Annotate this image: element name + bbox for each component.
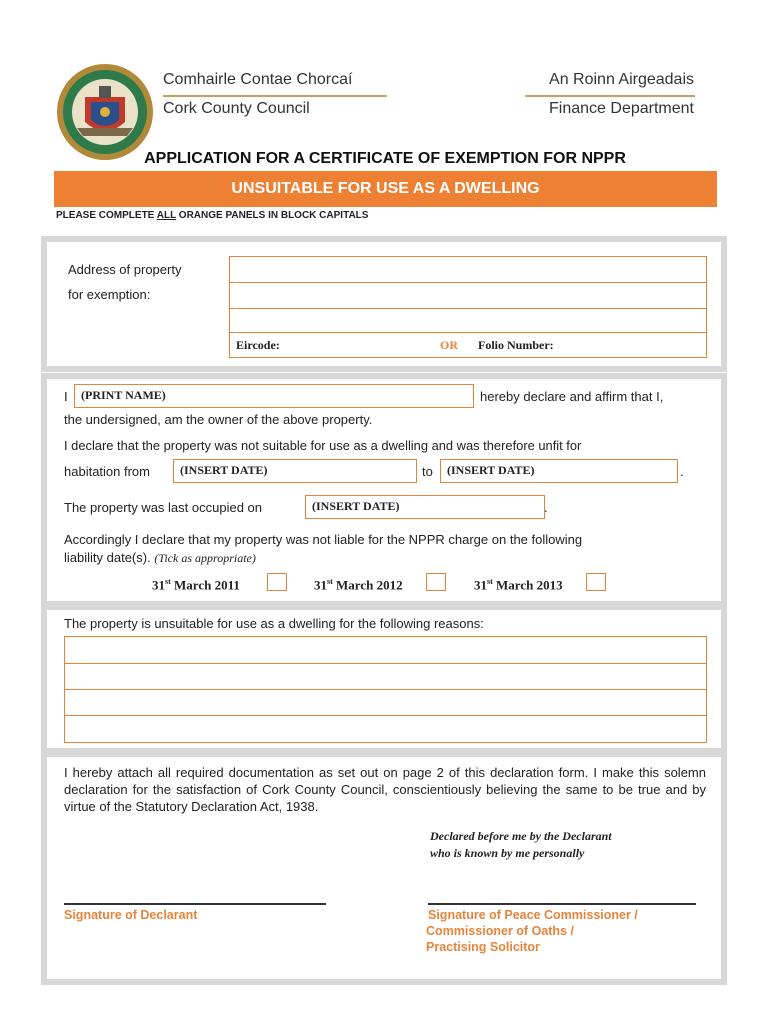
liability-text-2-row (64, 550, 256, 566)
header-right-irish: An Roinn Airgeadais (549, 71, 694, 88)
liability-date-2011 (152, 577, 240, 593)
commissioner-signature-line[interactable] (428, 903, 696, 905)
declarant-signature-line[interactable] (64, 903, 326, 905)
instruction-text (56, 210, 368, 221)
instruction-post: ORANGE PANELS IN BLOCK CAPITALS (176, 210, 369, 221)
liability-2013-checkbox[interactable] (586, 573, 606, 591)
address-line-2-input[interactable] (229, 282, 707, 310)
header-left-irish: Comhairle Contae Chorcaí (163, 71, 353, 88)
address-label-1: Address of property (68, 262, 182, 277)
unfit-text: I declare that the property was not suitable for use as a dwelling and was therefore unfit for (64, 438, 582, 453)
liability-2012-checkbox[interactable] (426, 573, 446, 591)
i-label: I (64, 389, 68, 404)
declare-text: hereby declare and affirm that I, (480, 389, 664, 404)
reason-line-1-input[interactable] (64, 636, 707, 665)
from-date-placeholder: (INSERT DATE) (180, 463, 268, 477)
header-right-rule (525, 95, 695, 97)
council-crest-logo (55, 62, 155, 162)
date-sup: st (165, 577, 171, 586)
to-date-placeholder: (INSERT DATE) (447, 463, 535, 477)
last-occupied-placeholder: (INSERT DATE) (312, 499, 400, 513)
date-rest: March 2012 (332, 577, 403, 593)
tick-note: (Tick as appropriate) (154, 551, 256, 565)
date-rest: March 2011 (170, 577, 240, 593)
address-label-2: for exemption: (68, 287, 151, 302)
attach-text: I hereby attach all required documentation as set out on page 2 of this declaration form. I make this solemn declaration for the satisfaction of Cork County Council, conscientiously believing the same to be true and by virtue of the Statutory Declaration Act, 1938. (64, 765, 706, 814)
commissioner-label-1: Signature of Peace Commissioner / (428, 908, 638, 922)
instruction-pre: PLEASE COMPLETE (56, 210, 157, 221)
date-day: 31 (152, 577, 165, 593)
reason-line-3-input[interactable] (64, 689, 707, 717)
last-occupied-date-input[interactable] (305, 495, 545, 519)
header-left-rule (163, 95, 387, 97)
print-name-input[interactable] (74, 384, 474, 408)
owner-text: the undersigned, am the owner of the above property. (64, 412, 373, 427)
declared-before-1: Declared before me by the Declarant (430, 829, 612, 843)
liability-date-2013 (474, 577, 563, 593)
reason-line-4-input[interactable] (64, 715, 707, 743)
declaration-panel (41, 373, 727, 607)
commissioner-label-3: Practising Solicitor (426, 940, 540, 954)
eircode-label: Eircode: (236, 338, 280, 352)
date-rest: March 2013 (492, 577, 563, 593)
declarant-signature-label: Signature of Declarant (64, 908, 198, 922)
eircode-folio-input[interactable] (229, 332, 707, 358)
print-name-placeholder: (PRINT NAME) (81, 388, 166, 402)
habitation-period: . (680, 464, 684, 479)
reason-line-2-input[interactable] (64, 663, 707, 691)
liability-2011-checkbox[interactable] (267, 573, 287, 591)
form-subtitle-banner (54, 171, 717, 207)
or-label: OR (440, 338, 458, 352)
form-title: APPLICATION FOR A CERTIFICATE OF EXEMPTION FOR NPPR (144, 150, 626, 167)
liability-date-2012 (314, 577, 403, 593)
liability-text-1: Accordingly I declare that my property was not liable for the NPPR charge on the following (64, 532, 583, 547)
liability-text-2: liability date(s). (64, 550, 151, 565)
date-day: 31 (474, 577, 487, 593)
address-line-3-input[interactable] (229, 308, 707, 334)
date-sup: st (487, 577, 493, 586)
last-occupied-label: The property was last occupied on (64, 500, 262, 515)
date-sup: st (327, 577, 333, 586)
reasons-label: The property is unsuitable for use as a dwelling for the following reasons: (64, 616, 484, 631)
habitation-from-label: habitation from (64, 464, 150, 479)
form-subtitle: UNSUITABLE FOR USE AS A DWELLING (231, 180, 540, 197)
habitation-from-date-input[interactable] (173, 459, 417, 483)
date-day: 31 (314, 577, 327, 593)
header-left-english: Cork County Council (163, 100, 310, 117)
folio-label: Folio Number: (478, 338, 554, 352)
to-label: to (422, 464, 433, 479)
header-right-english: Finance Department (549, 100, 694, 117)
habitation-to-date-input[interactable] (440, 459, 678, 483)
commissioner-label-2: Commissioner of Oaths / (426, 924, 574, 938)
instruction-emph: ALL (156, 210, 177, 221)
declared-before-2: who is known by me personally (430, 846, 585, 860)
last-occupied-period: . (544, 500, 548, 515)
address-line-1-input[interactable] (229, 256, 707, 284)
